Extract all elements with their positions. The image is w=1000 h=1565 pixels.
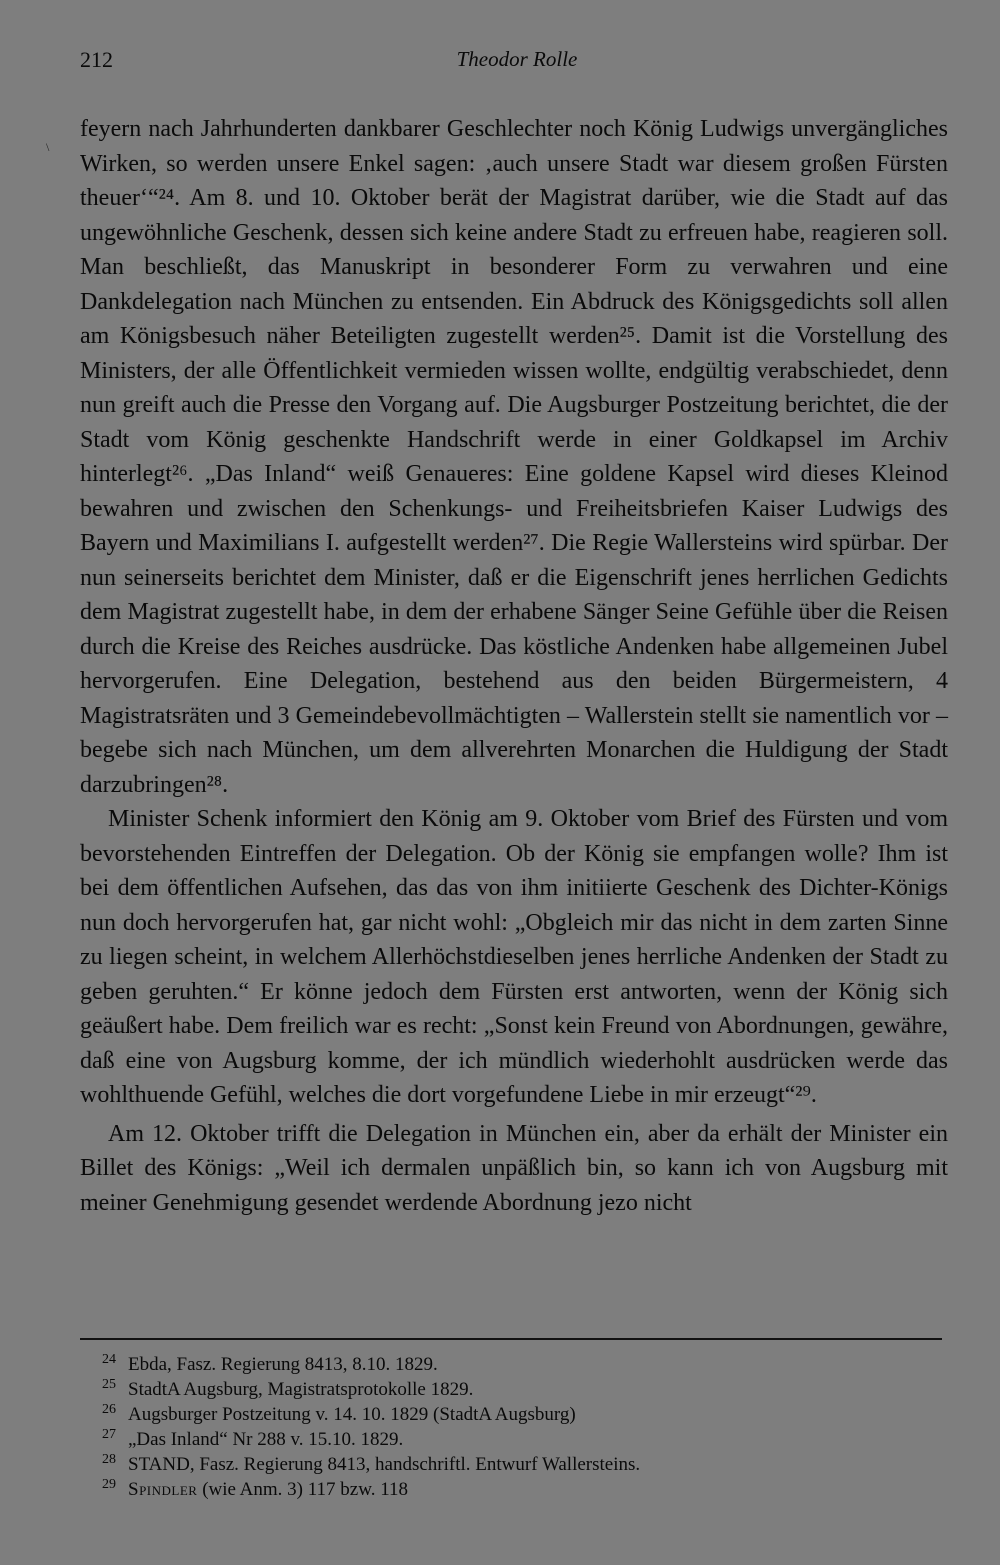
footnote-text: (wie Anm. 3) 117 bzw. 118	[197, 1479, 409, 1500]
paragraph: feyern nach Jahrhunderten dankbarer Geschlechter noch König Ludwigs unvergängliches Wirken, so werden unsere Enkel sagen: ‚auch unsere Stadt war diesem großen Fürsten theuer‘“²⁴. Am 8. und 10. Oktober berät der Magistrat darüber, wie die Stadt auf das ungewöhnliche Geschenk, dessen sich keine andere Stadt zu erfreuen habe, reagieren soll. Man beschließt, das Manuskript in besonderer Form zu verwahren und eine Dankdelegation nach München zu entsenden. Ein Abdruck des Königsgedichts soll allen am Königsbesuch näher Beteiligten zugestellt werden²⁵. Damit ist die Vorstellung des Ministers, der alle Öffentlichkeit vermieden wissen wollte, endgültig verabschiedet, denn nun greift auch die Presse den Vorgang auf. Die Augsburger Postzeitung berichtet, die der Stadt vom König geschenkte Handschrift werde in einer Goldkapsel im Archiv hinterlegt²⁶. „Das Inland“ weiß Genaueres: Eine goldene Kapsel wird dieses Kleinod bewahren und zwischen den Schenkungs- und Freiheitsbriefen Kaiser Ludwigs des Bayern und Maximilians I. aufgestellt werden²⁷. Die Regie Wallersteins wird spürbar. Der nun seinerseits berichtet dem Minister, daß er die Eigenschrift jenes herrlichen Gedichts dem Magistrat zugestellt habe, in dem der erhabene Sänger Seine Gefühle über die Reisen durch die Kreise des Reiches ausdrücke. Das köstliche Andenken habe allgemeinen Jubel hervorgerufen. Eine Delegation, bestehend aus den beiden Bürgermeistern, 4 Magistratsräten und 3 Gemeindebevollmächtigten – Wallerstein stellt sie namentlich vor – begebe sich nach München, um dem allverehrten Monarchen die Huldigung der Stadt darzubringen²⁸.	[80, 116, 948, 798]
footnote	[80, 1377, 948, 1402]
footnote-number: 29	[102, 1477, 116, 1492]
footnote	[80, 1402, 948, 1427]
footnote-text: Ebda, Fasz. Regierung 8413, 8.10. 1829.	[128, 1354, 438, 1375]
page-number: 212	[80, 47, 113, 72]
footnote	[80, 1352, 948, 1377]
footnote	[80, 1427, 948, 1452]
footnote-text: StadtA Augsburg, Magistratsprotokolle 1829.	[128, 1379, 474, 1400]
footnote-number: 25	[102, 1377, 116, 1392]
footnote-text: STAND, Fasz. Regierung 8413, handschriftl. Entwurf Wallersteins.	[128, 1454, 641, 1475]
running-head: Theodor Rolle	[456, 47, 578, 71]
footnote-author: Spindler	[128, 1479, 198, 1500]
stray-mark: \	[46, 140, 50, 154]
footnotes	[80, 1352, 948, 1502]
footnote-number: 24	[102, 1352, 116, 1367]
footnote-text: Augsburger Postzeitung v. 14. 10. 1829 (StadtA Augsburg)	[128, 1404, 576, 1425]
footnote-number: 28	[102, 1452, 116, 1467]
paragraph: Minister Schenk informiert den König am 9. Oktober vom Brief des Fürsten und vom bevorstehenden Eintreffen der Delegation. Ob der König sie empfangen wolle? Ihm ist bei dem öffentlichen Aufsehen, das das von ihm initiierte Geschenk des Dichter-Königs nun doch hervorgerufen hat, gar nicht wohl: „Obgleich mir das nicht in dem zarten Sinne zu liegen scheint, in welchem Allerhöchstdieselben jenes herrliche Andenken der Stadt zu geben geruhten.“ Er könne jedoch dem Fürsten erst antworten, wenn der König sich geäußert habe. Dem freilich war es recht: „Sonst kein Freund von Abordnungen, gewähre, daß eine von Augsburg komme, der ich mündlich wiederhohlt ausdrücken werde das wohlthuende Gefühl, welches die dort vorgefundene Liebe in mir erzeugt“²⁹.	[80, 806, 948, 1108]
footnote	[80, 1452, 948, 1477]
paragraph: Am 12. Oktober trifft die Delegation in München ein, aber da erhält der Minister ein Billet des Königs: „Weil ich dermalen unpäßlich bin, so kann ich von Augsburg mit meiner Genehmigung gesendet werdende Abordnung jezo nicht	[80, 1120, 948, 1216]
footnote-number: 27	[102, 1427, 116, 1442]
footnote-number: 26	[102, 1402, 116, 1417]
footnote	[80, 1477, 948, 1502]
footnote-rule	[80, 1338, 942, 1340]
footnote-text: „Das Inland“ Nr 288 v. 15.10. 1829.	[128, 1429, 404, 1450]
body-text	[80, 112, 948, 1220]
